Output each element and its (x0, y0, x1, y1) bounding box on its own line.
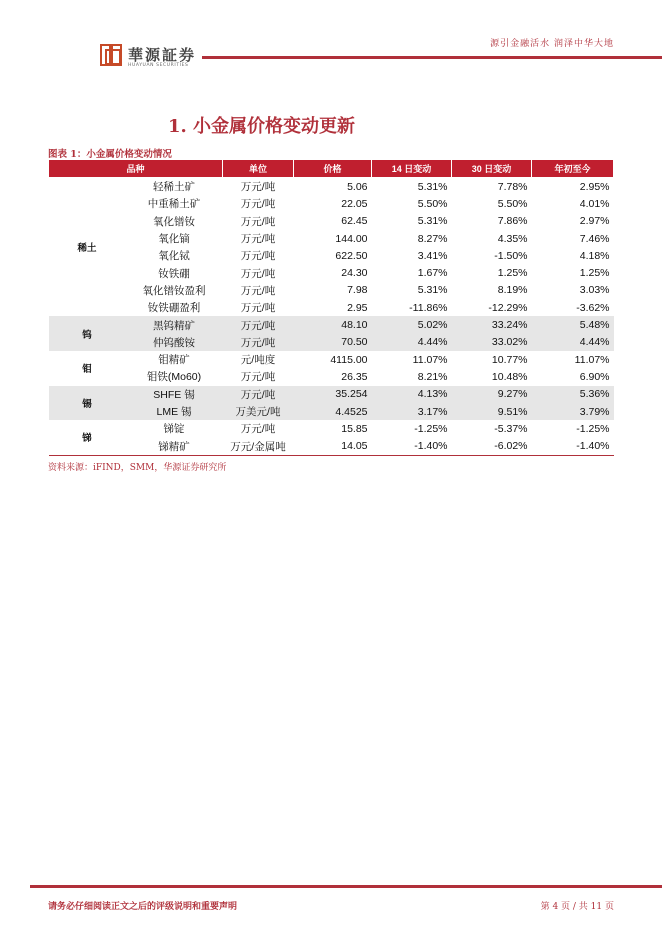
ytd-change-cell: -1.25% (576, 422, 610, 435)
unit-cell: 万元/吨 (223, 334, 294, 351)
change-14d-cell: 5.31% (417, 215, 448, 228)
price-change-table (48, 159, 614, 456)
table-row (49, 264, 614, 281)
change-14d-cell: 11.07% (412, 353, 448, 366)
change-14d-cell: 3.17% (372, 403, 452, 420)
logo-subtext: HUAYUAN SECURITIES (128, 63, 189, 68)
price-cell: 22.05 (341, 197, 368, 210)
unit-cell: 万元/吨 (240, 371, 276, 384)
change-30d-cell: 10.77% (491, 353, 528, 366)
ytd-change-cell: 4.01% (579, 197, 610, 210)
unit-cell: 万元/吨 (240, 198, 276, 211)
source-note: 资料来源：iFIND，SMM，华源证券研究所 (48, 463, 227, 473)
ytd-change-cell: 1.25% (579, 267, 610, 280)
price-cell: 62.45 (341, 215, 368, 228)
product-name-cell: 轻稀土矿 (153, 181, 195, 194)
product-name-cell: 锑精矿 (126, 437, 223, 455)
unit-cell: 万元/吨 (240, 181, 276, 194)
column-header-14d-change: 14 日变动 (372, 160, 452, 178)
price-cell: 14.05 (294, 437, 372, 455)
table-row (49, 213, 614, 230)
category-cell: 钼 (82, 364, 92, 376)
price-cell: 15.85 (341, 422, 368, 435)
section-title: 1. 小金属价格变动更新 (168, 116, 356, 137)
change-14d-cell: 5.31% (417, 180, 448, 193)
change-14d-cell: -11.86% (409, 301, 448, 314)
category-cell: 稀土 (77, 243, 97, 255)
change-30d-cell: 7.86% (497, 215, 528, 228)
footer-divider (30, 885, 662, 888)
change-30d-cell: -5.37% (494, 422, 528, 435)
ytd-change-cell: 11.07% (574, 353, 610, 366)
price-cell: 48.10 (294, 316, 372, 333)
product-name-cell: 钼铁(Mo60) (146, 371, 202, 384)
product-name-cell: 氧化镝 (158, 233, 190, 246)
logo-text: 華源証券 (128, 46, 197, 64)
change-30d-cell: -1.50% (494, 249, 528, 262)
category-cell: 锑 (49, 420, 126, 455)
price-cell: 622.50 (335, 249, 368, 262)
ytd-change-cell: 2.95% (579, 180, 610, 193)
change-30d-cell: 5.50% (497, 197, 528, 210)
product-name-cell: LME 锡 (126, 403, 223, 420)
change-14d-cell: 4.13% (372, 386, 452, 403)
unit-cell: 万美元/吨 (223, 403, 294, 420)
table-row (49, 334, 614, 351)
product-name-cell: SHFE 锡 (126, 386, 223, 403)
change-30d-cell: 9.27% (452, 386, 532, 403)
page-number: 第 4 页 / 共 11 页 (540, 902, 614, 912)
change-14d-cell: 5.31% (417, 284, 448, 297)
change-14d-cell: 8.21% (417, 370, 448, 383)
change-30d-cell: 7.78% (497, 180, 528, 193)
change-14d-cell: -1.40% (372, 437, 452, 455)
ytd-change-cell: 4.18% (579, 249, 610, 262)
table-row (49, 351, 614, 368)
header-tagline: 源引金融活水 润泽中华大地 (490, 39, 614, 49)
product-name-cell: 锑锭 (163, 423, 185, 436)
table-row (49, 282, 614, 299)
table-row (49, 386, 614, 403)
table-row (49, 437, 614, 455)
ytd-change-cell: 7.46% (579, 232, 610, 245)
table-row (49, 195, 614, 212)
table-row (49, 230, 614, 247)
price-cell: 4115.00 (330, 353, 368, 366)
table-header-row (49, 160, 614, 178)
change-30d-cell: 1.25% (497, 267, 528, 280)
table-row (49, 368, 614, 385)
price-cell: 2.95 (347, 301, 368, 314)
change-30d-cell: -6.02% (452, 437, 532, 455)
table-row (49, 316, 614, 333)
ytd-change-cell: 6.90% (579, 370, 610, 383)
product-name-cell: 钼精矿 (158, 354, 190, 367)
price-cell: 4.4525 (294, 403, 372, 420)
unit-cell: 万元/吨 (240, 215, 276, 228)
column-header-unit: 单位 (223, 160, 294, 178)
category-cell: 钨 (49, 316, 126, 351)
unit-cell: 万元/吨 (240, 423, 276, 436)
ytd-change-cell: 2.97% (579, 215, 610, 228)
change-14d-cell: 8.27% (417, 232, 448, 245)
change-30d-cell: 10.48% (491, 370, 528, 383)
price-cell: 5.06 (347, 180, 368, 193)
change-30d-cell: 9.51% (452, 403, 532, 420)
product-name-cell: 仲钨酸铵 (126, 334, 223, 351)
price-cell: 24.30 (341, 267, 368, 280)
change-30d-cell: 8.19% (497, 284, 528, 297)
product-name-cell: 钕铁硼 (158, 267, 190, 280)
ytd-change-cell: 3.79% (532, 403, 614, 420)
ytd-change-cell: 5.36% (532, 386, 614, 403)
product-name-cell: 黑钨精矿 (126, 316, 223, 333)
unit-cell: 万元/吨 (223, 316, 294, 333)
product-name-cell: 氧化铽 (158, 250, 190, 263)
change-14d-cell: 1.67% (417, 267, 448, 280)
change-30d-cell: 33.24% (452, 316, 532, 333)
table-row (49, 247, 614, 264)
product-name-cell: 氧化镨钕 (153, 215, 195, 228)
unit-cell: 万元/吨 (240, 284, 276, 297)
price-cell: 26.35 (341, 370, 368, 383)
table-row (49, 420, 614, 437)
unit-cell: 万元/吨 (223, 386, 294, 403)
change-14d-cell: 5.50% (417, 197, 448, 210)
change-14d-cell: 3.41% (417, 249, 448, 262)
product-name-cell: 中重稀土矿 (147, 198, 201, 211)
price-cell: 7.98 (347, 284, 368, 297)
table-row (49, 178, 614, 196)
price-cell: 70.50 (294, 334, 372, 351)
ytd-change-cell: -3.62% (576, 301, 610, 314)
ytd-change-cell: -1.40% (532, 437, 614, 455)
change-30d-cell: -12.29% (488, 301, 528, 314)
unit-cell: 万元/吨 (240, 250, 276, 263)
change-30d-cell: 33.02% (452, 334, 532, 351)
unit-cell: 万元/吨 (240, 267, 276, 280)
table-body (49, 178, 614, 456)
product-name-cell: 氧化镨钕盈利 (142, 284, 206, 297)
price-cell: 144.00 (335, 232, 368, 245)
change-14d-cell: 5.02% (372, 316, 452, 333)
change-14d-cell: 4.44% (372, 334, 452, 351)
product-name-cell: 钕铁硼盈利 (147, 302, 201, 315)
column-header-variety: 品种 (49, 160, 223, 178)
column-header-price: 价格 (294, 160, 372, 178)
table-row (49, 403, 614, 420)
header-divider (202, 56, 662, 59)
unit-cell: 万元/吨 (240, 302, 276, 315)
table-caption: 图表 1：小金属价格变动情况 (48, 149, 172, 160)
table-row (49, 299, 614, 316)
unit-cell: 万元/金属吨 (223, 437, 294, 455)
unit-cell: 元/吨度 (240, 354, 276, 367)
change-14d-cell: -1.25% (414, 422, 448, 435)
category-cell: 锡 (49, 386, 126, 421)
logo-mark-icon (100, 44, 122, 66)
footer-disclaimer: 请务必仔细阅读正文之后的评级说明和重要声明 (48, 902, 238, 912)
ytd-change-cell: 4.44% (532, 334, 614, 351)
change-30d-cell: 4.35% (497, 232, 528, 245)
company-logo (100, 44, 230, 74)
unit-cell: 万元/吨 (240, 233, 276, 246)
price-cell: 35.254 (294, 386, 372, 403)
ytd-change-cell: 3.03% (579, 284, 610, 297)
column-header-ytd: 年初至今 (532, 160, 614, 178)
ytd-change-cell: 5.48% (532, 316, 614, 333)
column-header-30d-change: 30 日变动 (452, 160, 532, 178)
